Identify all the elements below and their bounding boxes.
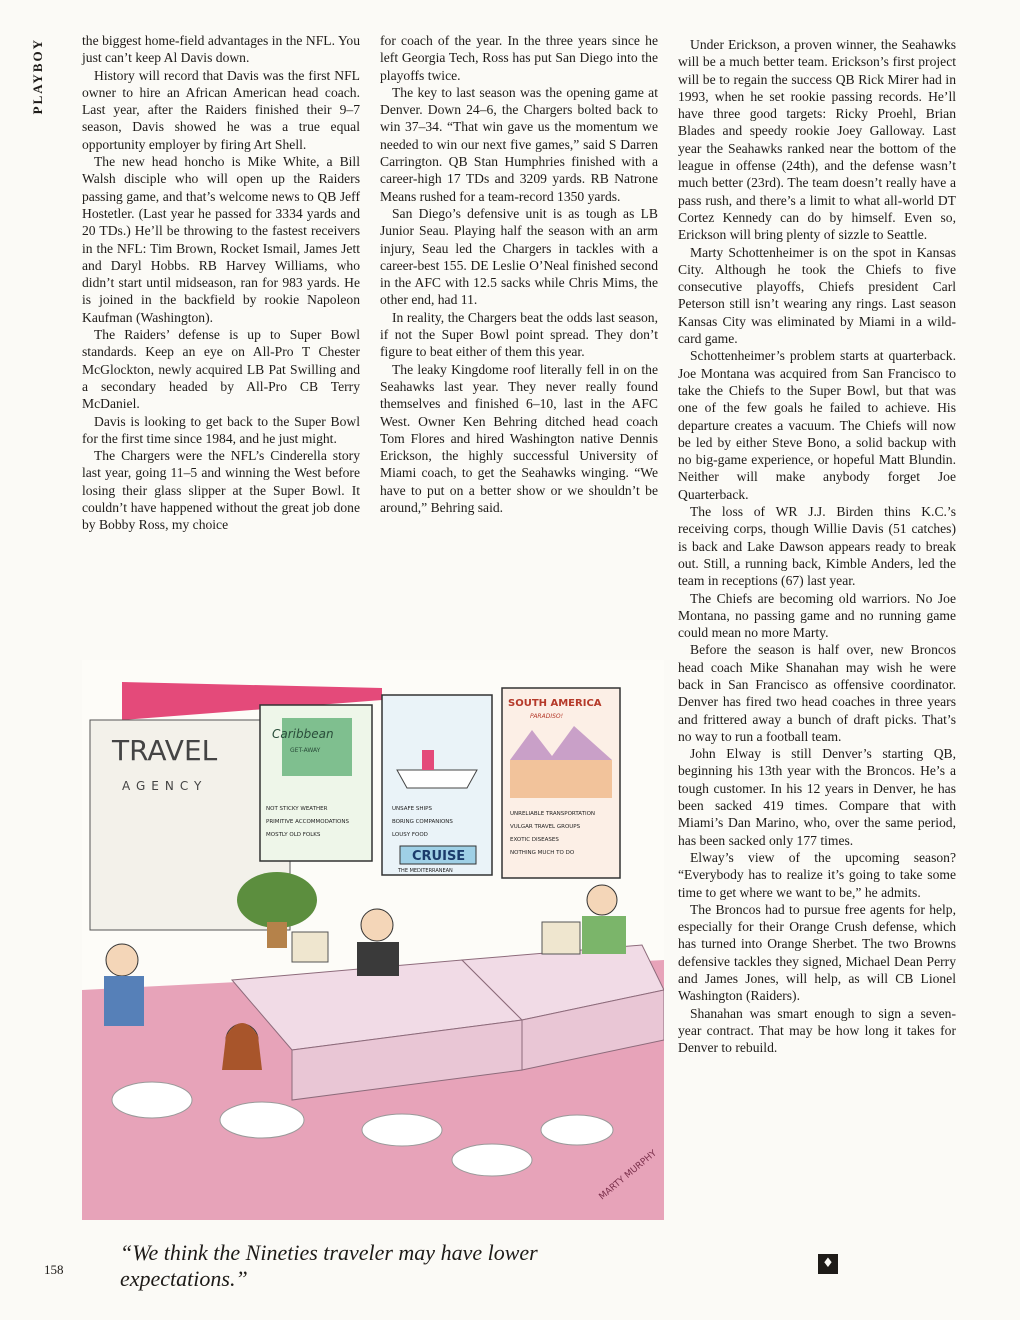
poster1-subtitle: GET-AWAY [290,747,321,754]
paragraph: for coach of the year. In the three years since he left Georgia Tech, Ross has put San Diego into the playoffs twice. [380,33,658,83]
article-column-3 [678,36,956,1057]
paragraph: Davis is looking to get back to the Super Bowl for the first time since 1984, and he just might. [82,413,360,446]
poster2-item: LOUSY FOOD [392,832,428,838]
ship-funnel [422,750,434,770]
paragraph: the biggest home-field advantages in the NFL. You just can’t keep Al Davis down. [82,33,360,66]
paragraph: San Diego’s defensive unit is as tough as LB Junior Seau. Playing half the season with an arm injury, Seau led the Chargers in tackles with a career-best 155. DE Leslie O’Neal finished second in the AFC with 12.5 sacks while Chris Mims, the other end, had 11. [380,205,658,308]
chair-icon [362,1114,442,1146]
poster3-item: EXOTIC DISEASES [510,837,559,843]
poster3-title: SOUTH AMERICA [508,698,602,709]
customer-man [106,944,138,976]
poster2-title: CRUISE [412,849,466,864]
travel-agent-man [361,909,393,941]
paragraph: Under Erickson, a proven winner, the Seahawks will be a much better team. Erickson’s first project will be to regain the success QB Rick Mirer had in 1993, when he set rookie passing records. He’ll have three good targets: Ricky Proehl, Brian Blades and speedy rookie Joey Galloway. Last year the Seahawks ranked near the bottom of the league in offense (24th), and the defense wasn’t much better (23rd). The team doesn’t really have a pass rush, and there’s a limit to what all-world DT Cortez Kennedy can do by himself. Even so, Erickson will bring plenty of sizzle to Seattle. [678,37,956,243]
chair-icon [452,1144,532,1176]
paragraph: Shanahan was smart enough to sign a seven-year contract. That may be how long it takes for Denver to rebuild. [678,1005,956,1056]
magazine-label: PLAYBOY [30,38,45,115]
chair-icon [220,1102,304,1138]
cartoon-illustration [82,660,664,1220]
poster2-item: UNSAFE SHIPS [392,806,432,812]
paragraph: John Elway is still Denver’s starting QB, beginning his 13th year with the Broncos. He’s a tough customer. In his 12 years in Denver, he has been sacked 419 times. Compare that with Miami’s Dan Marino, who, over the same period, has been sacked only 177 times. [678,746,956,848]
paragraph: The key to last season was the opening game at Denver. Down 24–6, the Chargers bolted back to win 37–34. “That win gave us the momentum we needed to win our next five games,” said S Darren Carrington. QB Stan Humphries finished with a career-high 17 TDs and 3209 yards. RB Natrone Means rushed for a team-record 1350 yards. [380,84,658,204]
plant-pot [267,922,287,948]
page-number: 158 [44,1262,64,1277]
poster3-item: NOTHING MUCH TO DO [510,850,575,856]
article-column-2 [380,32,658,516]
paragraph: The new head honcho is Mike White, a Bill Walsh disciple who will open up the Raiders passing game, and that’s welcome news to QB Jeff Hostetler. (Last year he passed for 3334 yards and 20 TDs.) He’ll be throwing to the fastest receivers in the NFL: Tim Brown, Rocket Ismail, James Jett and Daryl Hobbs. RB Harvey Williams, who didn’t start until midseason, ran for 983 yards. He is joined in the backfield by rookie Napoleon Kaufman (Washington). [82,154,360,325]
village-art [510,760,612,798]
paragraph: The Broncos had to pursue free agents for help, especially for their Orange Crush defense, which has turned into Orange Sherbet. The two Browns defensive tackles they signed, Michael Dean Perry and James Jones, will help, as will CB Lionel Washington (Raiders). [678,901,956,1004]
poster3-item: UNRELIABLE TRANSPORTATION [510,811,596,817]
chair-icon [541,1115,613,1145]
cartoon-caption: “We think the Nineties traveler may have lower expectations.” [120,1240,538,1291]
paragraph: History will record that Davis was the first NFL owner to hire an African American head coach. Last year, after the Raiders finished their 9–7 season, Davis showed he was a true equal opportunity employer by firing Art Shell. [82,67,360,152]
artist-signature: MARTY MURPHY [597,1148,659,1203]
customer-shirt [104,976,144,1026]
poster3-item: VULGAR TRAVEL GROUPS [510,824,581,830]
article-column-1 [82,32,360,534]
poster2-subtitle: THE MEDITERRANEAN [398,868,453,874]
agent-sweater [582,916,626,954]
poster1-item: MOSTLY OLD FOLKS [266,832,321,838]
paragraph: The Raiders’ defense is up to Super Bowl standards. Keep an eye on All-Pro T Chester McGlockton, newly acquired LB Pat Swilling and a secondary headed by All-Pro CB Terry McDaniel. [82,327,360,412]
poster2-item: BORING COMPANIONS [392,819,453,825]
agent-jacket [357,942,399,976]
travel-agent-woman [587,885,617,915]
window-sign: TRAVEL [112,734,218,767]
plant-icon [237,872,317,928]
paragraph: In reality, the Chargers beat the odds last season, if not the Super Bowl point spread. They don’t figure to beat either of them this year. [380,309,658,360]
poster1-title: Caribbean [272,727,334,741]
paragraph: Before the season is half over, new Broncos head coach Mike Shanahan may wish he were back in San Francisco as offensive coordinator. Denver has fired two head coaches in three years and frittered away a bunch of draft picks. That’s no way to run a football team. [678,642,956,744]
poster1-item: NOT STICKY WEATHER [266,806,328,812]
computer-monitor-icon [292,932,328,962]
chair-icon [112,1082,192,1118]
window-sign-sub: AGENCY [122,779,208,793]
rabbit-head-end-icon: ♦ [818,1254,838,1274]
computer-monitor-icon [542,922,580,954]
paragraph: Marty Schottenheimer is on the spot in Kansas City. Although he took the Chiefs to five consecutive playoffs, Chiefs president Carl Peterson still isn’t wearing any rings. Last season Kansas City was eliminated by Miami in a wild-card game. [678,244,956,347]
paragraph: The Chiefs are becoming old warriors. No Joe Montana, no passing game and no running game could mean no more Marty. [678,590,956,641]
paragraph: The loss of WR J.J. Birden thins K.C.’s receiving corps, though Willie Davis (51 catches) is back and Lake Dawson appears ready to break out. Still, a running back, Kimble Anders, led the team in receptions (67) last year. [678,504,956,589]
paragraph: The Chargers were the NFL’s Cinderella story last year, going 11–5 and winning the West before losing their glass slipper at the Super Bowl. It couldn’t have happened without the great job done by Bobby Ross, my choice [82,448,360,533]
poster1-item: PRIMITIVE ACCOMMODATIONS [266,819,349,825]
paragraph: Schottenheimer’s problem starts at quarterback. Joe Montana was acquired from San Francisco to take the Chiefs to the Super Bowl, but that was one of the few goals he failed to achieve. His departure creates a vacuum. The Chiefs will now be led by either Steve Bono, a solid backup with no big-game experience, or hopeful Matt Blundin. Neither will make anybody forget Joe Quarterback. [678,348,956,502]
paragraph: Elway’s view of the upcoming season? “Everybody has to realize it’s going to take some time to get where we want to be,” he admits. [678,849,956,900]
poster3-subtitle: PARADISO! [530,713,564,720]
paragraph: The leaky Kingdome roof literally fell in on the Seahawks last year. They never really found themselves and finished 6–10, last in the AFC West. Owner Ken Behring ditched head coach Tom Flores and hired Washington native Dennis Erickson, the highly successful University of Miami coach, to get the Seahawks winging. “We have to put on a better show or we shouldn’t be around,” Behring said. [380,361,658,516]
ship-icon [397,770,477,788]
